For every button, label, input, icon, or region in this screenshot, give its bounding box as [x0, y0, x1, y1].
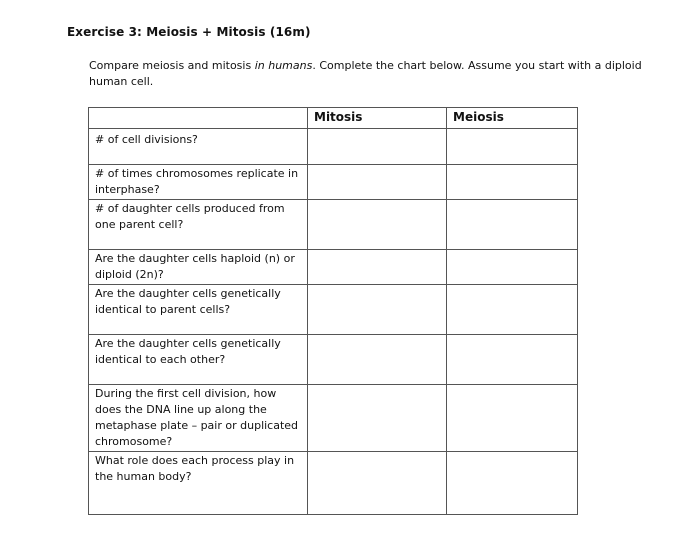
question-cell: What role does each process play in the human body?	[89, 452, 308, 515]
instructions-part-3: . Complete the chart below. Assume you start with a diploid human cell.	[89, 59, 642, 88]
mitosis-answer-cell[interactable]	[308, 335, 447, 385]
comparison-table	[88, 107, 578, 515]
question-cell: During the first cell division, how does the DNA line up along the metaphase plate – pair or duplicated chromosome?	[89, 385, 308, 452]
mitosis-answer-cell[interactable]	[308, 129, 447, 165]
question-cell: # of daughter cells produced from one parent cell?	[89, 200, 308, 250]
table-row	[89, 165, 578, 200]
table-row	[89, 452, 578, 515]
meiosis-answer-cell[interactable]	[447, 200, 578, 250]
table-row	[89, 285, 578, 335]
table-row	[89, 335, 578, 385]
mitosis-answer-cell[interactable]	[308, 385, 447, 452]
mitosis-answer-cell[interactable]	[308, 165, 447, 200]
meiosis-answer-cell[interactable]	[447, 385, 578, 452]
question-cell: # of cell divisions?	[89, 129, 308, 165]
mitosis-answer-cell[interactable]	[308, 200, 447, 250]
exercise-title: Exercise 3: Meiosis + Mitosis (16m)	[67, 25, 311, 39]
instructions	[89, 58, 649, 90]
question-cell: Are the daughter cells haploid (n) or diploid (2n)?	[89, 250, 308, 285]
mitosis-answer-cell[interactable]	[308, 285, 447, 335]
table-header-row	[89, 108, 578, 129]
meiosis-answer-cell[interactable]	[447, 335, 578, 385]
header-blank-cell	[89, 108, 308, 129]
table-row	[89, 385, 578, 452]
table-row	[89, 129, 578, 165]
instructions-part-1: Compare meiosis and mitosis	[89, 59, 255, 72]
meiosis-answer-cell[interactable]	[447, 129, 578, 165]
meiosis-answer-cell[interactable]	[447, 452, 578, 515]
meiosis-answer-cell[interactable]	[447, 285, 578, 335]
meiosis-answer-cell[interactable]	[447, 250, 578, 285]
meiosis-answer-cell[interactable]	[447, 165, 578, 200]
question-cell: Are the daughter cells genetically identical to each other?	[89, 335, 308, 385]
header-meiosis: Meiosis	[447, 108, 578, 129]
mitosis-answer-cell[interactable]	[308, 452, 447, 515]
instructions-emphasis: in humans	[254, 59, 313, 72]
table-row	[89, 250, 578, 285]
table-row	[89, 200, 578, 250]
mitosis-answer-cell[interactable]	[308, 250, 447, 285]
header-mitosis: Mitosis	[308, 108, 447, 129]
question-cell: Are the daughter cells genetically identical to parent cells?	[89, 285, 308, 335]
question-cell: # of times chromosomes replicate in interphase?	[89, 165, 308, 200]
